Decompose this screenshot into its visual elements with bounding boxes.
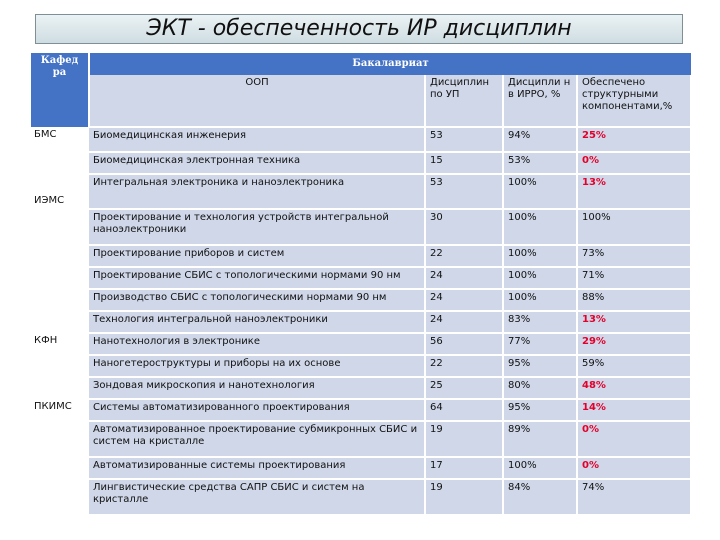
cell-provided: 59% (577, 355, 691, 377)
coverage-table (31, 53, 692, 516)
cell-program: Технология интегральной наноэлектроники (89, 311, 425, 333)
cell-disciplines: 53 (425, 127, 503, 152)
cell-irro: 100% (503, 209, 577, 245)
cell-disciplines: 25 (425, 377, 503, 399)
cell-disciplines: 15 (425, 152, 503, 174)
header-program: ООП (89, 75, 425, 127)
table-row (31, 127, 691, 152)
page-title: ЭКТ - обеспеченность ИР дисциплин (35, 14, 683, 44)
cell-irro: 95% (503, 355, 577, 377)
cell-program: Проектирование и технология устройств интегральной наноэлектроники (89, 209, 425, 245)
cell-program: Интегральная электроника и наноэлектроника (89, 174, 425, 209)
table-row (31, 311, 691, 333)
table-row (31, 377, 691, 399)
table-row (31, 174, 691, 209)
cell-provided: 71% (577, 267, 691, 289)
cell-program: Нанотехнология в электронике (89, 333, 425, 355)
cell-provided: 48% (577, 377, 691, 399)
dept-bms: БМС (31, 127, 89, 152)
cell-irro: 100% (503, 457, 577, 479)
cell-program: Лингвистические средства САПР СБИС и систем на кристалле (89, 479, 425, 515)
cell-provided: 0% (577, 457, 691, 479)
cell-provided: 13% (577, 174, 691, 209)
cell-program: Наногетероструктуры и приборы на их основе (89, 355, 425, 377)
table-row (31, 209, 691, 245)
table-row (31, 479, 691, 515)
cell-program: Проектирование СБИС с топологическими нормами 90 нм (89, 267, 425, 289)
cell-disciplines: 22 (425, 245, 503, 267)
header-disciplines: Дисциплин по УП (425, 75, 503, 127)
cell-program: Автоматизированные системы проектирования (89, 457, 425, 479)
cell-disciplines: 19 (425, 421, 503, 457)
cell-provided: 88% (577, 289, 691, 311)
cell-provided: 14% (577, 399, 691, 421)
cell-irro: 100% (503, 174, 577, 209)
cell-provided: 13% (577, 311, 691, 333)
cell-disciplines: 30 (425, 209, 503, 245)
cell-disciplines: 24 (425, 267, 503, 289)
table-row (31, 457, 691, 479)
cell-disciplines: 53 (425, 174, 503, 209)
cell-irro: 94% (503, 127, 577, 152)
cell-irro: 80% (503, 377, 577, 399)
header-provided: Обеспечено структурными компонентами,% (577, 75, 691, 127)
header-bachelor: Бакалавриат (89, 53, 691, 75)
cell-irro: 53% (503, 152, 577, 174)
table-row (31, 421, 691, 457)
cell-irro: 100% (503, 289, 577, 311)
cell-disciplines: 56 (425, 333, 503, 355)
cell-irro: 100% (503, 245, 577, 267)
cell-irro: 77% (503, 333, 577, 355)
cell-irro: 89% (503, 421, 577, 457)
cell-provided: 29% (577, 333, 691, 355)
header-irro: Дисципли н в ИРРО, % (503, 75, 577, 127)
cell-program: Автоматизированное проектирование субмикронных СБИС и систем на кристалле (89, 421, 425, 457)
header-dept: Кафед ра (31, 53, 89, 127)
cell-irro: 100% (503, 267, 577, 289)
cell-disciplines: 17 (425, 457, 503, 479)
table-row (31, 245, 691, 267)
cell-irro: 95% (503, 399, 577, 421)
cell-disciplines: 22 (425, 355, 503, 377)
cell-program: Биомедицинская электронная техника (89, 152, 425, 174)
dept-kfn: КФН (31, 333, 89, 355)
table-row (31, 267, 691, 289)
cell-irro: 83% (503, 311, 577, 333)
table-row (31, 333, 691, 355)
dept-pkims: ПКИМС (31, 399, 89, 421)
cell-disciplines: 19 (425, 479, 503, 515)
cell-program: Производство СБИС с топологическими нормами 90 нм (89, 289, 425, 311)
table-row (31, 152, 691, 174)
cell-provided: 74% (577, 479, 691, 515)
dept-iems: ИЭМС (31, 174, 89, 209)
cell-provided: 25% (577, 127, 691, 152)
cell-irro: 84% (503, 479, 577, 515)
cell-provided: 73% (577, 245, 691, 267)
cell-provided: 0% (577, 421, 691, 457)
cell-provided: 100% (577, 209, 691, 245)
table-row (31, 289, 691, 311)
cell-program: Системы автоматизированного проектирования (89, 399, 425, 421)
table-row (31, 355, 691, 377)
cell-provided: 0% (577, 152, 691, 174)
table-row (31, 399, 691, 421)
cell-disciplines: 24 (425, 311, 503, 333)
cell-program: Проектирование приборов и систем (89, 245, 425, 267)
cell-disciplines: 24 (425, 289, 503, 311)
cell-disciplines: 64 (425, 399, 503, 421)
cell-program: Биомедицинская инженерия (89, 127, 425, 152)
cell-program: Зондовая микроскопия и нанотехнология (89, 377, 425, 399)
